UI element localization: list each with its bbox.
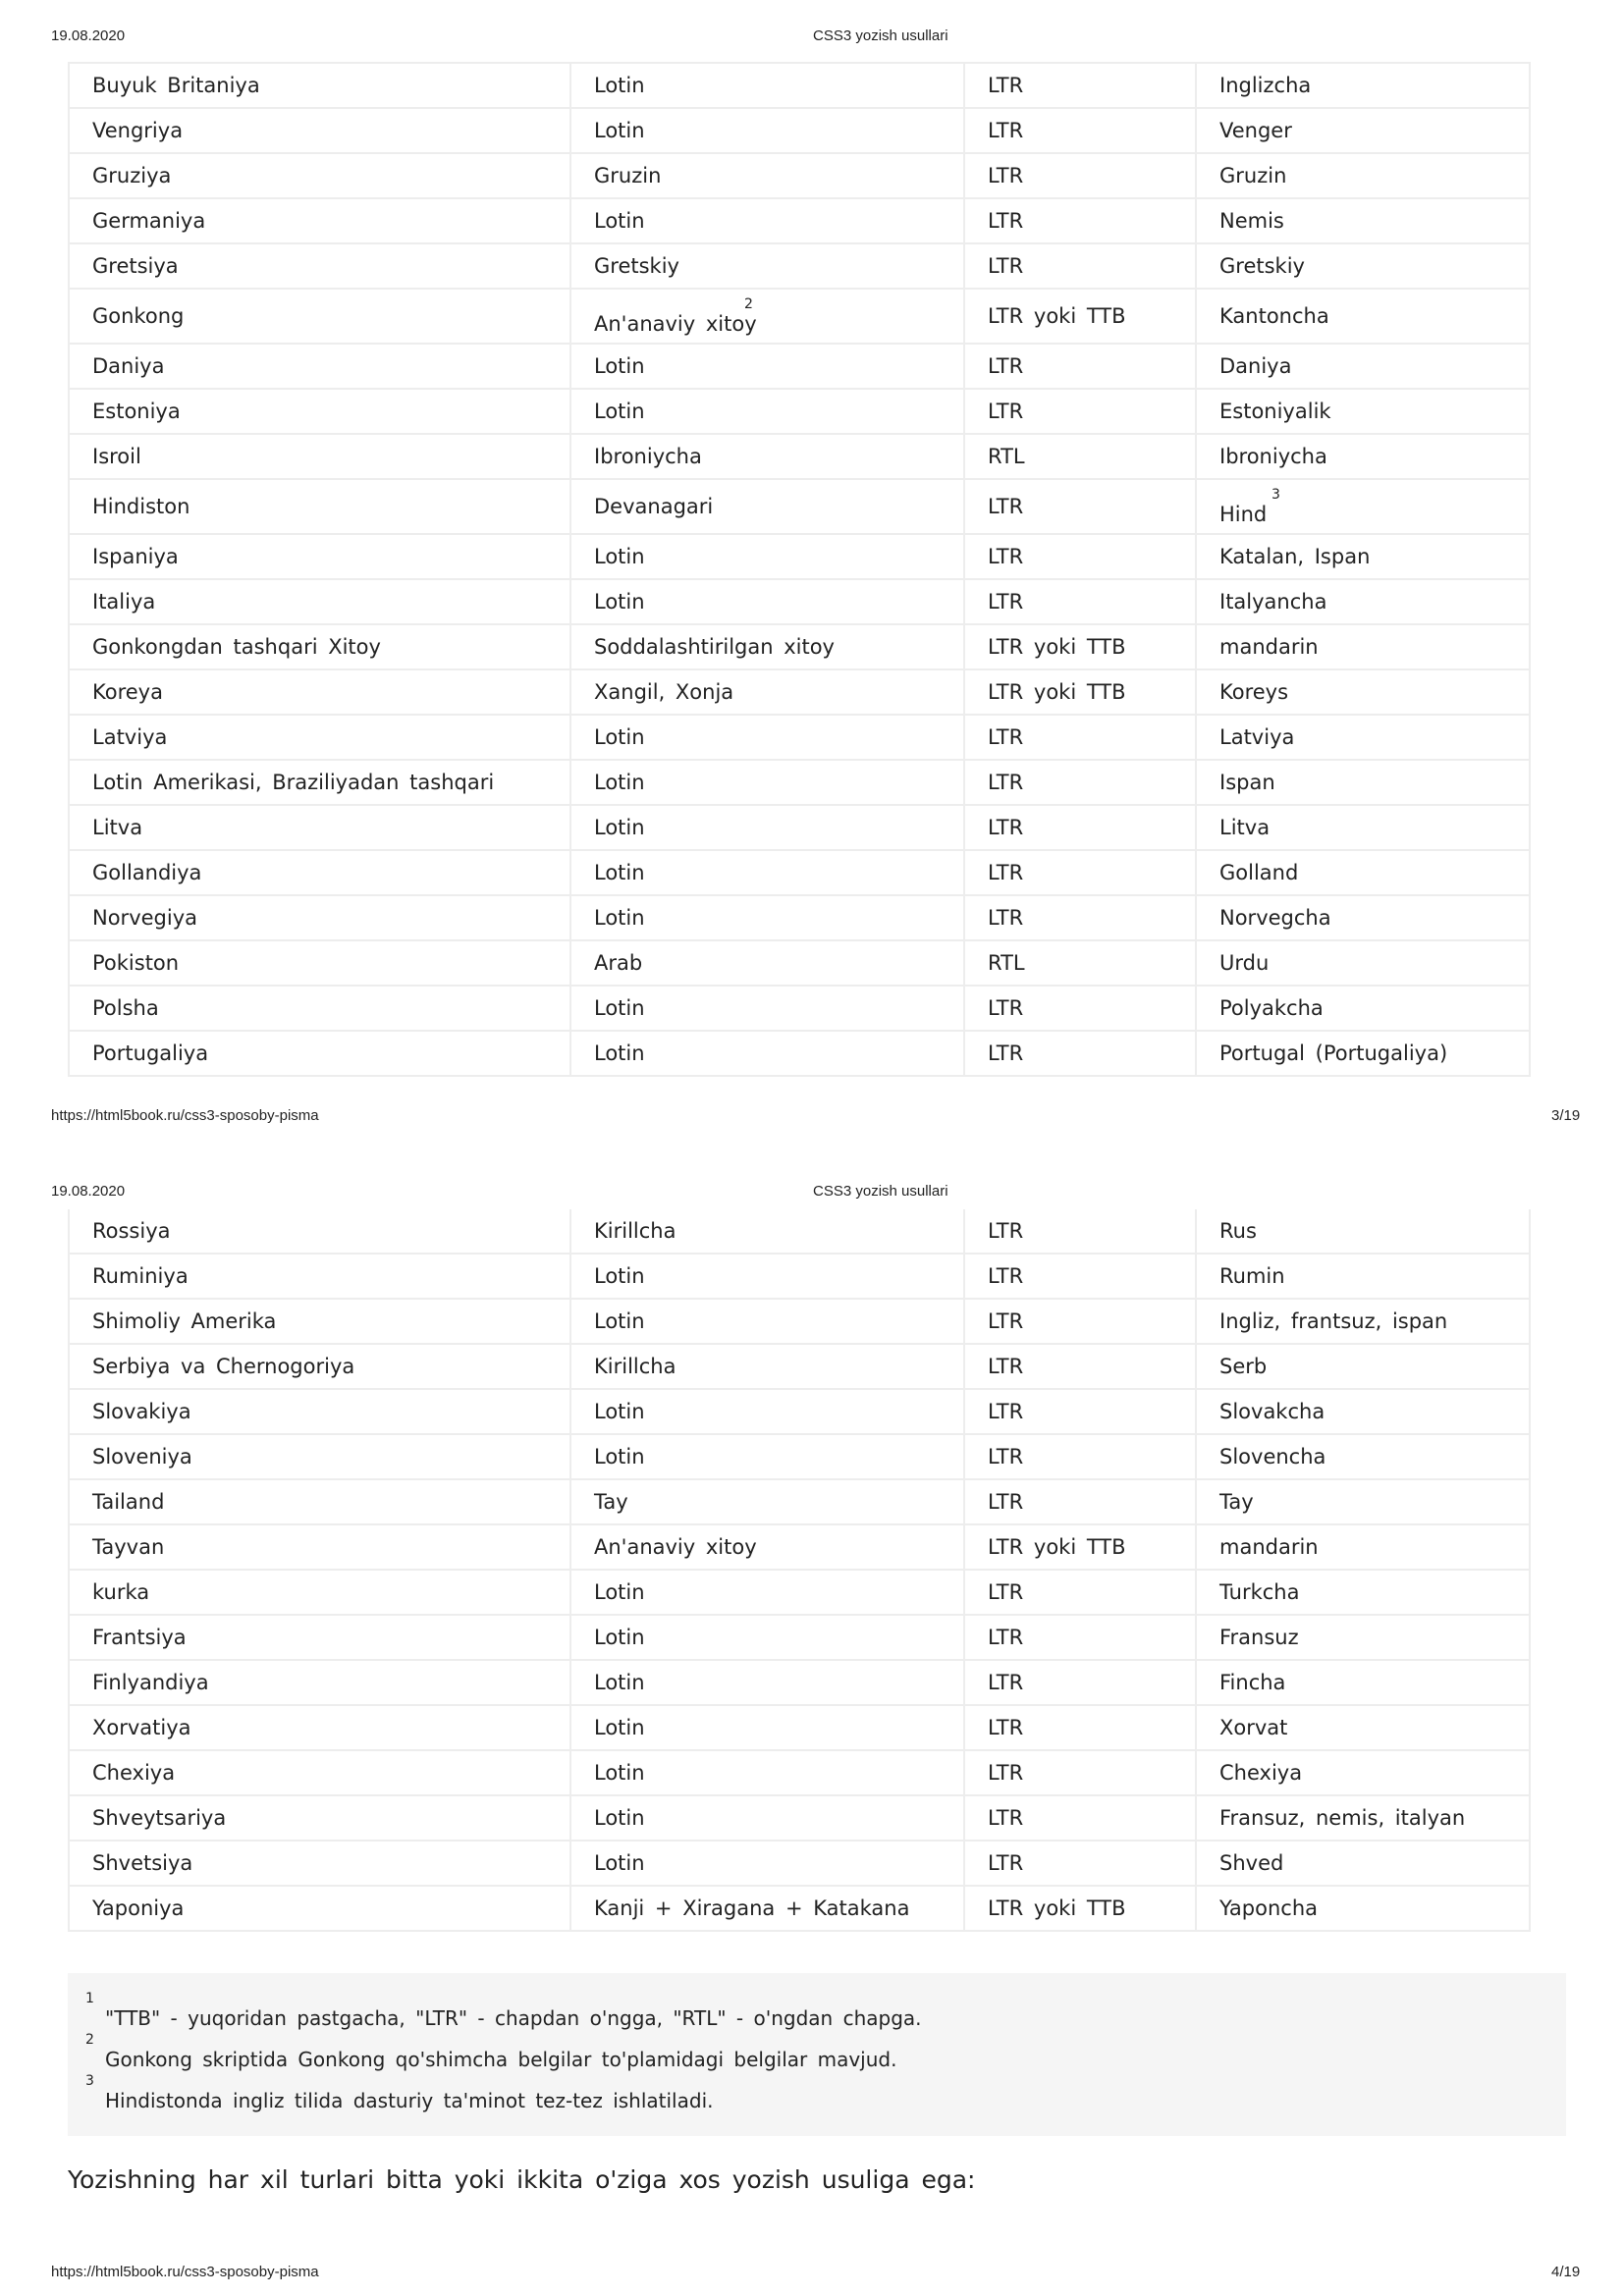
table-cell-c2: Lotin: [571, 1706, 965, 1749]
table-cell-c3: LTR: [965, 1661, 1197, 1704]
page1-number: 3/19: [1551, 1107, 1581, 1124]
table-row: [68, 670, 1531, 716]
table-row: [68, 625, 1531, 670]
table-cell-c2: Lotin: [571, 580, 965, 623]
table-cell-c1: Xorvatiya: [68, 1706, 571, 1749]
table-cell-c4: Portugal (Portugaliya): [1197, 1032, 1531, 1075]
page2-url[interactable]: https://html5book.ru/css3-sposoby-pisma: [51, 2264, 319, 2280]
footnote-number: 1: [85, 1991, 94, 2006]
table-cell-c1: Sloveniya: [68, 1435, 571, 1478]
table-row: [68, 1525, 1531, 1571]
table-cell-c1: Shvetsiya: [68, 1842, 571, 1885]
table-row: [68, 1616, 1531, 1661]
table-cell-c3: LTR yoki TTB: [965, 1887, 1197, 1930]
table-cell-c3: LTR: [965, 154, 1197, 197]
table-cell-c2: Lotin: [571, 1255, 965, 1298]
footnote-marker[interactable]: 3: [1271, 487, 1280, 503]
page2-number: 4/19: [1551, 2264, 1581, 2280]
table-cell-c4: [1197, 480, 1531, 533]
table-cell-c2: An'anaviy xitoy: [571, 1525, 965, 1569]
footnotes-box: [68, 1973, 1566, 2136]
table-cell-c2: Gruzin: [571, 154, 965, 197]
table-row: [68, 1887, 1531, 1932]
table-cell-c1: Rossiya: [68, 1209, 571, 1253]
table-cell-c2: Gretskiy: [571, 244, 965, 288]
page1-title: CSS3 yozish usullari: [813, 27, 948, 44]
table-cell-c1: Tayvan: [68, 1525, 571, 1569]
table-row: [68, 987, 1531, 1032]
table-cell-c3: LTR: [965, 761, 1197, 804]
table-cell-c4: Yaponcha: [1197, 1887, 1531, 1930]
table-cell-c4: Katalan, Ispan: [1197, 535, 1531, 578]
table-cell-c2: Lotin: [571, 535, 965, 578]
table-cell-c1: Litva: [68, 806, 571, 849]
table-cell-c3: LTR: [965, 1796, 1197, 1840]
table-cell-c2: Lotin: [571, 1842, 965, 1885]
table-row: [68, 941, 1531, 987]
table-cell-c3: LTR: [965, 1032, 1197, 1075]
table-cell-c2: Lotin: [571, 1661, 965, 1704]
table-cell-c2: Lotin: [571, 716, 965, 759]
table-cell-c2: Devanagari: [571, 480, 965, 533]
table-cell-c3: LTR: [965, 1435, 1197, 1478]
table-cell-c4: Norvegcha: [1197, 896, 1531, 939]
table-cell-c4: Polyakcha: [1197, 987, 1531, 1030]
table-cell-c4: Ibroniycha: [1197, 435, 1531, 478]
table-cell-c4: Kantoncha: [1197, 290, 1531, 343]
table-cell-c3: LTR: [965, 199, 1197, 242]
footnote-marker[interactable]: 2: [744, 296, 753, 312]
table-cell-c2: Lotin: [571, 1571, 965, 1614]
table-row: [68, 64, 1531, 109]
table-cell-c3: LTR yoki TTB: [965, 670, 1197, 714]
table-row: [68, 390, 1531, 435]
cell-text: An'anaviy xitoy: [594, 312, 757, 336]
table-cell-c1: Finlyandiya: [68, 1661, 571, 1704]
table-row: [68, 1661, 1531, 1706]
table-row: [68, 896, 1531, 941]
table-row: [68, 1571, 1531, 1616]
table-row: [68, 1390, 1531, 1435]
table-cell-c3: LTR: [965, 806, 1197, 849]
table-row: [68, 199, 1531, 244]
table-cell-c1: Estoniya: [68, 390, 571, 433]
page2-date: 19.08.2020: [51, 1183, 126, 1200]
table-cell-c4: Fransuz, nemis, italyan: [1197, 1796, 1531, 1840]
table-cell-c4: Xorvat: [1197, 1706, 1531, 1749]
table-cell-c3: LTR: [965, 1571, 1197, 1614]
footnote-number: 2: [85, 2032, 94, 2048]
table-cell-c1: Gonkongdan tashqari Xitoy: [68, 625, 571, 668]
table-cell-c2: Arab: [571, 941, 965, 985]
table-cell-c4: Serb: [1197, 1345, 1531, 1388]
table-cell-c4: Ingliz, frantsuz, ispan: [1197, 1300, 1531, 1343]
table-cell-c3: LTR: [965, 1616, 1197, 1659]
table-cell-c3: RTL: [965, 435, 1197, 478]
table-cell-c1: Koreya: [68, 670, 571, 714]
table-cell-c2: Xangil, Xonja: [571, 670, 965, 714]
table-row: [68, 1209, 1531, 1255]
table-cell-c2: [571, 290, 965, 343]
table-cell-c2: Lotin: [571, 64, 965, 107]
table-cell-c1: Gollandiya: [68, 851, 571, 894]
table-cell-c2: Lotin: [571, 806, 965, 849]
table-cell-c2: Lotin: [571, 761, 965, 804]
table-cell-c2: Lotin: [571, 345, 965, 388]
table-cell-c3: LTR: [965, 1390, 1197, 1433]
table-cell-c1: Gonkong: [68, 290, 571, 343]
table-cell-c4: Italyancha: [1197, 580, 1531, 623]
table-cell-c4: Koreys: [1197, 670, 1531, 714]
table-row: [68, 154, 1531, 199]
table-cell-c4: Estoniyalik: [1197, 390, 1531, 433]
footnote-text: "TTB" - yuqoridan pastgacha, "LTR" - chapdan o'ngga, "RTL" - o'ngdan chapga.: [105, 2006, 922, 2030]
table-cell-c3: LTR: [965, 64, 1197, 107]
table-cell-c2: Lotin: [571, 1032, 965, 1075]
table-cell-c3: LTR: [965, 1842, 1197, 1885]
table-cell-c4: Daniya: [1197, 345, 1531, 388]
table-cell-c1: Ispaniya: [68, 535, 571, 578]
table-cell-c3: LTR: [965, 1751, 1197, 1794]
table-cell-c3: LTR: [965, 109, 1197, 152]
table-cell-c2: Lotin: [571, 199, 965, 242]
table-cell-c4: mandarin: [1197, 625, 1531, 668]
table-cell-c1: Shveytsariya: [68, 1796, 571, 1840]
footnote: [85, 1991, 1566, 2032]
table-cell-c3: RTL: [965, 941, 1197, 985]
table-cell-c4: Fincha: [1197, 1661, 1531, 1704]
table-cell-c1: Gretsiya: [68, 244, 571, 288]
table-cell-c3: LTR yoki TTB: [965, 290, 1197, 343]
table-cell-c4: Ispan: [1197, 761, 1531, 804]
table-cell-c1: Vengriya: [68, 109, 571, 152]
table-cell-c4: Turkcha: [1197, 1571, 1531, 1614]
script-table-page1: [68, 62, 1531, 1077]
table-cell-c4: Golland: [1197, 851, 1531, 894]
footnote-text: Hindistonda ingliz tilida dasturiy ta'minot tez-tez ishlatiladi.: [105, 2089, 714, 2112]
table-cell-c1: Ruminiya: [68, 1255, 571, 1298]
table-cell-c3: LTR: [965, 1209, 1197, 1253]
table-cell-c4: Urdu: [1197, 941, 1531, 985]
table-cell-c3: LTR: [965, 345, 1197, 388]
table-cell-c2: Lotin: [571, 1796, 965, 1840]
table-cell-c3: LTR: [965, 1300, 1197, 1343]
table-cell-c4: Inglizcha: [1197, 64, 1531, 107]
table-cell-c4: Venger: [1197, 109, 1531, 152]
table-cell-c2: Lotin: [571, 896, 965, 939]
table-cell-c3: LTR: [965, 535, 1197, 578]
table-cell-c1: Buyuk Britaniya: [68, 64, 571, 107]
table-cell-c3: LTR: [965, 1706, 1197, 1749]
table-cell-c2: Lotin: [571, 987, 965, 1030]
table-row: [68, 761, 1531, 806]
table-cell-c2: Lotin: [571, 1390, 965, 1433]
table-cell-c4: Fransuz: [1197, 1616, 1531, 1659]
footnote: [85, 2032, 1566, 2073]
table-cell-c4: Rus: [1197, 1209, 1531, 1253]
table-cell-c1: Chexiya: [68, 1751, 571, 1794]
table-cell-c3: LTR: [965, 580, 1197, 623]
table-cell-c1: Serbiya va Chernogoriya: [68, 1345, 571, 1388]
table-cell-c4: Nemis: [1197, 199, 1531, 242]
table-row: [68, 1345, 1531, 1390]
table-cell-c2: Lotin: [571, 1616, 965, 1659]
table-row: [68, 535, 1531, 580]
table-cell-c1: Gruziya: [68, 154, 571, 197]
table-row: [68, 435, 1531, 480]
table-cell-c1: kurka: [68, 1571, 571, 1614]
body-paragraph: Yozishning har xil turlari bitta yoki ikkita o'ziga xos yozish usuliga ega:: [68, 2165, 976, 2194]
table-cell-c1: Shimoliy Amerika: [68, 1300, 571, 1343]
table-cell-c1: Yaponiya: [68, 1887, 571, 1930]
table-cell-c4: Latviya: [1197, 716, 1531, 759]
table-cell-c1: Hindiston: [68, 480, 571, 533]
table-cell-c1: Portugaliya: [68, 1032, 571, 1075]
footnote: [85, 2073, 1566, 2114]
table-cell-c3: LTR: [965, 244, 1197, 288]
table-cell-c3: LTR: [965, 896, 1197, 939]
table-cell-c2: Kirillcha: [571, 1345, 965, 1388]
table-row: [68, 1751, 1531, 1796]
page2-title: CSS3 yozish usullari: [813, 1183, 948, 1200]
table-row: [68, 1032, 1531, 1077]
table-cell-c4: Gruzin: [1197, 154, 1531, 197]
page1-url[interactable]: https://html5book.ru/css3-sposoby-pisma: [51, 1107, 319, 1124]
table-row: [68, 1435, 1531, 1480]
table-row: [68, 345, 1531, 390]
table-cell-c1: Polsha: [68, 987, 571, 1030]
script-table-page2: [68, 1209, 1531, 1932]
table-cell-c2: Lotin: [571, 1300, 965, 1343]
table-cell-c4: Gretskiy: [1197, 244, 1531, 288]
table-cell-c3: LTR: [965, 390, 1197, 433]
table-cell-c4: Chexiya: [1197, 1751, 1531, 1794]
table-cell-c2: Ibroniycha: [571, 435, 965, 478]
table-cell-c2: Lotin: [571, 1751, 965, 1794]
table-row: [68, 1706, 1531, 1751]
table-cell-c1: Slovakiya: [68, 1390, 571, 1433]
table-cell-c3: LTR: [965, 716, 1197, 759]
table-row: [68, 244, 1531, 290]
table-cell-c1: Italiya: [68, 580, 571, 623]
table-cell-c4: mandarin: [1197, 1525, 1531, 1569]
table-cell-c1: Daniya: [68, 345, 571, 388]
table-cell-c1: Tailand: [68, 1480, 571, 1523]
table-cell-c3: LTR: [965, 1255, 1197, 1298]
table-cell-c2: Kanji + Xiragana + Katakana: [571, 1887, 965, 1930]
table-cell-c1: Isroil: [68, 435, 571, 478]
table-cell-c2: Lotin: [571, 1435, 965, 1478]
table-row: [68, 1796, 1531, 1842]
table-cell-c1: Pokiston: [68, 941, 571, 985]
table-cell-c3: LTR: [965, 1345, 1197, 1388]
table-cell-c3: LTR: [965, 480, 1197, 533]
table-row: [68, 806, 1531, 851]
table-row: [68, 1480, 1531, 1525]
table-cell-c2: Tay: [571, 1480, 965, 1523]
table-cell-c1: Frantsiya: [68, 1616, 571, 1659]
table-cell-c1: Norvegiya: [68, 896, 571, 939]
table-cell-c2: Soddalashtirilgan xitoy: [571, 625, 965, 668]
table-cell-c4: Shved: [1197, 1842, 1531, 1885]
table-cell-c3: LTR yoki TTB: [965, 625, 1197, 668]
table-cell-c4: Rumin: [1197, 1255, 1531, 1298]
table-cell-c2: Lotin: [571, 109, 965, 152]
table-row: [68, 851, 1531, 896]
table-row: [68, 1842, 1531, 1887]
table-cell-c1: Lotin Amerikasi, Braziliyadan tashqari: [68, 761, 571, 804]
table-cell-c4: Slovencha: [1197, 1435, 1531, 1478]
table-cell-c4: Slovakcha: [1197, 1390, 1531, 1433]
table-row: [68, 580, 1531, 625]
table-cell-c2: Lotin: [571, 851, 965, 894]
table-cell-c3: LTR: [965, 987, 1197, 1030]
table-cell-c3: LTR: [965, 1480, 1197, 1523]
page1-date: 19.08.2020: [51, 27, 126, 44]
table-row: [68, 1300, 1531, 1345]
table-row: [68, 716, 1531, 761]
table-cell-c4: Tay: [1197, 1480, 1531, 1523]
table-cell-c3: LTR yoki TTB: [965, 1525, 1197, 1569]
table-cell-c3: LTR: [965, 851, 1197, 894]
table-cell-c2: Lotin: [571, 390, 965, 433]
table-cell-c1: Germaniya: [68, 199, 571, 242]
table-cell-c1: Latviya: [68, 716, 571, 759]
table-cell-c4: Litva: [1197, 806, 1531, 849]
table-row: [68, 1255, 1531, 1300]
table-row: [68, 480, 1531, 535]
table-row: [68, 109, 1531, 154]
table-cell-c2: Kirillcha: [571, 1209, 965, 1253]
cell-text: Hind: [1219, 503, 1268, 526]
table-row: [68, 290, 1531, 345]
footnote-text: Gonkong skriptida Gonkong qo'shimcha belgilar to'plamidagi belgilar mavjud.: [105, 2048, 897, 2071]
footnote-number: 3: [85, 2073, 94, 2089]
